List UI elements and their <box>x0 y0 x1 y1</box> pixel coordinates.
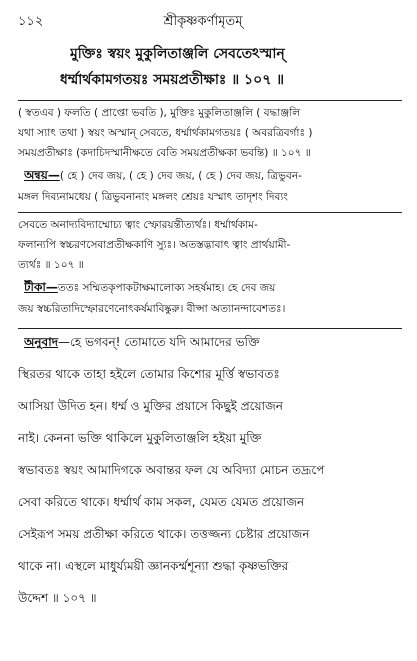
commentary-line-1: ( স্বতএব ) ফলতি ( প্রাপ্তো ভবতি ), মুক্তিঃ মুকুলিতাঞ্জলি ( বদ্ধাঞ্জলি <box>18 107 301 119</box>
verse-line-1: মুক্তিঃ স্বয়ং মুকুলিতাঞ্জলি সেবতেঽস্মান্ <box>70 46 285 62</box>
translation-line-5: স্বভাবতঃ স্বয়ং আমাদিগকে অবান্তর ফল যে অবিদ্যা মোচন তদ্রূপে <box>18 463 325 477</box>
page-header <box>0 12 417 32</box>
divider-rule <box>18 100 402 101</box>
translation-line-3: আসিয়া উদিত হন। ধর্ম্ম ও মুক্তির প্রয়াসে কিছুই প্রয়োজন <box>18 399 283 413</box>
translation-line-8: থাকে না। এস্থলে মাধুর্য্যময়ী জ্ঞানকর্ম্মশূন্যা শুদ্ধা কৃষ্ণভক্তির <box>18 559 289 573</box>
translation-line-2: স্থিরতর থাকে তাহা হইলে তোমার কিশোর মূর্ত্তি স্বভাবতঃ <box>18 367 280 381</box>
translation-line-7: সেইরূপ সময় প্রতীক্ষা করিতে থাকে। তত্তজ্জন্য চেষ্টার প্রয়োজন <box>18 527 310 541</box>
commentary-line-2: যথা স্যাৎ তথা ) স্বয়ং অস্মান্ সেবতে, ধর্ম্মার্থকামগতয়ঃ ( অবরত্রিবর্গাঃ ) <box>18 127 313 139</box>
anvaya-label: অন্বয়— <box>24 168 60 182</box>
translation-label: অনুবাদ <box>24 335 59 349</box>
anvaya-line-1 <box>24 168 408 183</box>
tika-line-1 <box>24 280 408 295</box>
continuation-line-3: ত্যর্থঃ ॥ ১০৭ ॥ <box>18 259 84 271</box>
tika-text-1: ততঃ সম্মিতকৃপাকটাক্ষমালোক্য সহর্ষমাহ। হে দেব জয় <box>57 282 276 294</box>
continuation-line-2: ফলান্যপি স্বচ্চরণসেবাপ্রতীক্ষকাণি স্যুঃ। অতস্তদ্ভাবাৎ ত্বাং প্রার্থয়ামী- <box>18 239 291 251</box>
anvaya-line-2: মঙ্গল দিব্যনামধেয় ( ত্রিভুবনানাং মঙ্গলং শ্রেয়ঃ যস্মাৎ তাদৃশং দিব্যং <box>18 191 288 203</box>
translation-text-1: —হে ভগবন্! তোমাতে যদি আমাদের ভক্তি <box>58 335 260 349</box>
verse-line-2: ধর্ম্মার্থকামগতয়ঃ সময়প্রতীক্ষাঃ ॥ ১০৭ ॥ <box>60 72 285 88</box>
tika-line-2: জয় স্বচ্চরিতাদিস্ফোরণেনোৎকর্ষমাবিষ্কুরু। বীপ্সা অত্যানন্দাবেশতঃ। <box>18 303 286 315</box>
translation-line-1 <box>24 334 408 350</box>
tika-label: টীকা— <box>24 280 58 294</box>
translation-line-4: নাই। কেননা ভক্তি থাকিলে মুকুলিতাঞ্জলি হইয়া মুক্তি <box>18 431 262 445</box>
divider-rule <box>18 328 402 329</box>
translation-line-6: সেবা করিতে থাকে। ধর্ম্মার্থ কাম সকল, যেমত যেমত প্রয়োজন <box>18 495 305 509</box>
translation-line-9: উদ্দেশ ॥ ১০৭ ॥ <box>18 591 97 605</box>
running-title: শ্রীকৃষ্ণকর্ণামৃতম্ <box>163 14 243 29</box>
page-number: ১১২ <box>18 14 44 29</box>
commentary-line-3: সময়প্রতীক্ষাঃ (কদাচিদস্মানীক্ষতে বেতি সময়প্রতীক্ষকা ভবন্তি) ॥ ১০৭ ॥ <box>18 147 311 159</box>
continuation-line-1: সেবতে অনাদ্যবিদ্যাম্মোচ্য ত্বাং স্ফোরয়ন্তীত্যর্থঃ। ধর্ম্মার্থকাম- <box>18 219 258 231</box>
anvaya-text-1: ( হে ) দেব জয়, ( হে ) দেব জয়, ( হে ) দেব জয়, ত্রিভুবন- <box>59 170 302 182</box>
divider-rule <box>18 212 402 213</box>
